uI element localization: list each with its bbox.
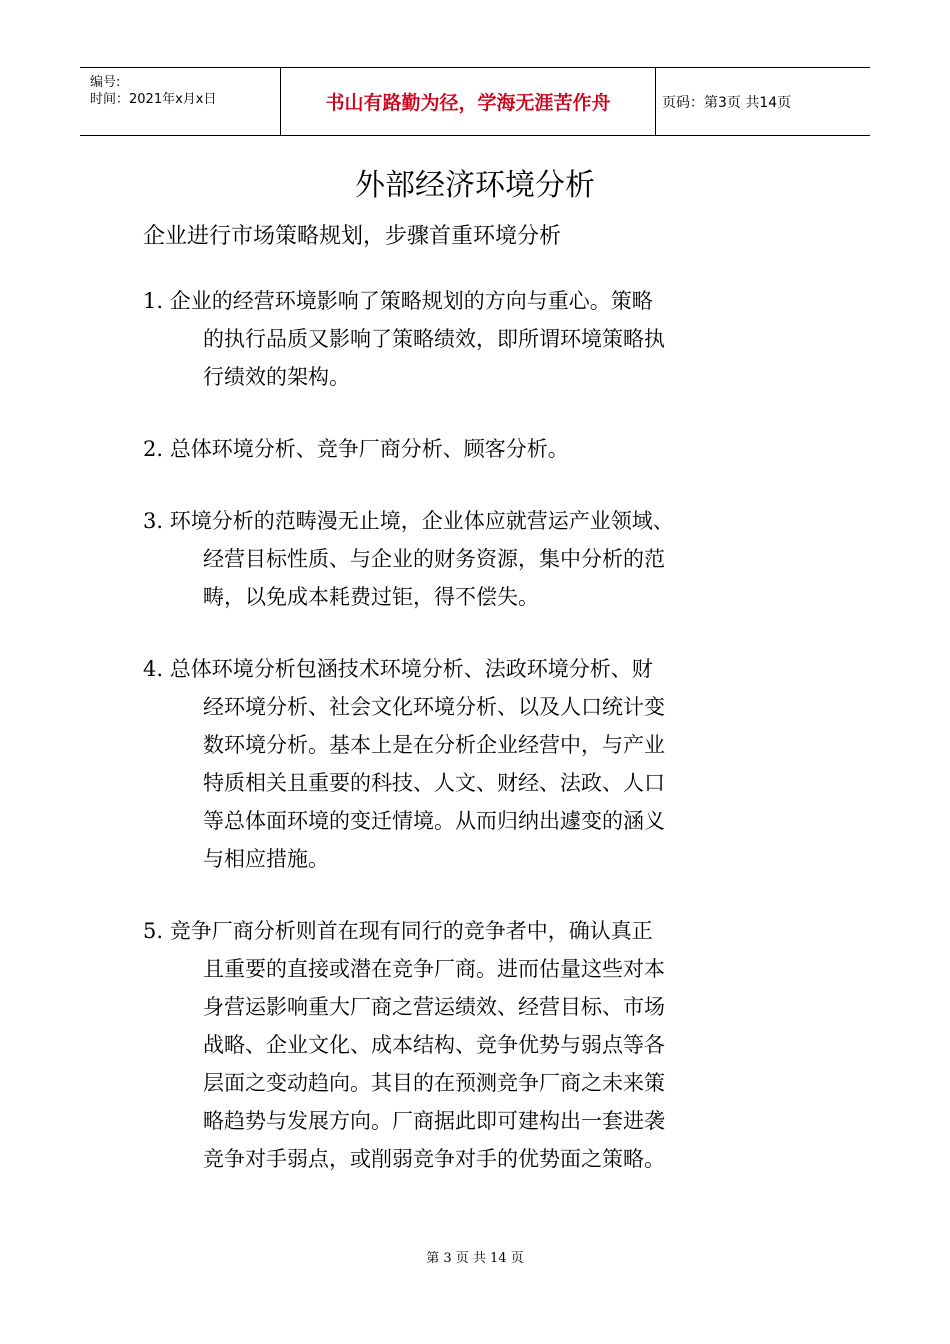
list-item-line: 与相应措施。: [203, 847, 329, 871]
list-item-line: 等总体面环境的变迁情境。从而归纳出遽变的涵义: [203, 809, 665, 833]
list-item-line: 3. 环境分析的范畴漫无止境，企业体应就营运产业领域、: [143, 509, 674, 533]
header-motto: 书山有路勤为径，学海无涯苦作舟: [281, 68, 656, 135]
list-item: [143, 430, 803, 468]
page-header: [80, 67, 870, 136]
list-item-line: 经营目标性质、与企业的财务资源，集中分析的范: [203, 547, 665, 571]
document-number-label: 编号:: [90, 75, 121, 90]
list-item: [143, 502, 803, 616]
list-item-line: 4. 总体环境分析包涵技术环境分析、法政环境分析、财: [143, 657, 653, 681]
document-title: 外部经济环境分析: [355, 168, 595, 203]
document-subtitle: 企业进行市场策略规划，步骤首重环境分析: [143, 224, 562, 249]
list-item-line: 战略、企业文化、成本结构、竞争优势与弱点等各: [203, 1033, 665, 1057]
list-item-line: 略趋势与发展方向。厂商据此即可建构出一套进袭: [203, 1109, 665, 1133]
header-meta: [80, 68, 281, 135]
list-item-line: 身营运影响重大厂商之营运绩效、经营目标、市场: [203, 995, 665, 1019]
list-item-line: 的执行品质又影响了策略绩效，即所谓环境策略执: [203, 327, 665, 351]
header-page-info: 页码：第3页 共14页: [662, 94, 792, 111]
numbered-list: [143, 282, 803, 1212]
list-item-line: 且重要的直接或潜在竞争厂商。进而估量这些对本: [203, 957, 665, 981]
list-item-line: 特质相关且重要的科技、人文、财经、法政、人口: [203, 771, 665, 795]
list-item-line: 数环境分析。基本上是在分析企业经营中，与产业: [203, 733, 665, 757]
list-item-line: 2. 总体环境分析、竞争厂商分析、顾客分析。: [143, 437, 569, 461]
page-footer: 第 3 页 共 14 页: [426, 1251, 524, 1266]
list-item-line: 畴，以免成本耗费过钜，得不偿失。: [203, 585, 539, 609]
list-item: [143, 650, 803, 878]
list-item: [143, 282, 803, 396]
list-item-line: 1. 企业的经营环境影响了策略规划的方向与重心。策略: [143, 289, 653, 313]
list-item-line: 行绩效的架构。: [203, 365, 350, 389]
list-item: [143, 912, 803, 1178]
list-item-line: 5. 竞争厂商分析则首在现有同行的竞争者中，确认真正: [143, 919, 653, 943]
list-item-line: 经环境分析、社会文化环境分析、以及人口统计变: [203, 695, 665, 719]
list-item-line: 层面之变动趋向。其目的在预测竞争厂商之未来策: [203, 1071, 665, 1095]
document-date: 时间：2021年x月x日: [90, 92, 217, 107]
list-item-line: 竞争对手弱点，或削弱竞争对手的优势面之策略。: [203, 1147, 665, 1171]
